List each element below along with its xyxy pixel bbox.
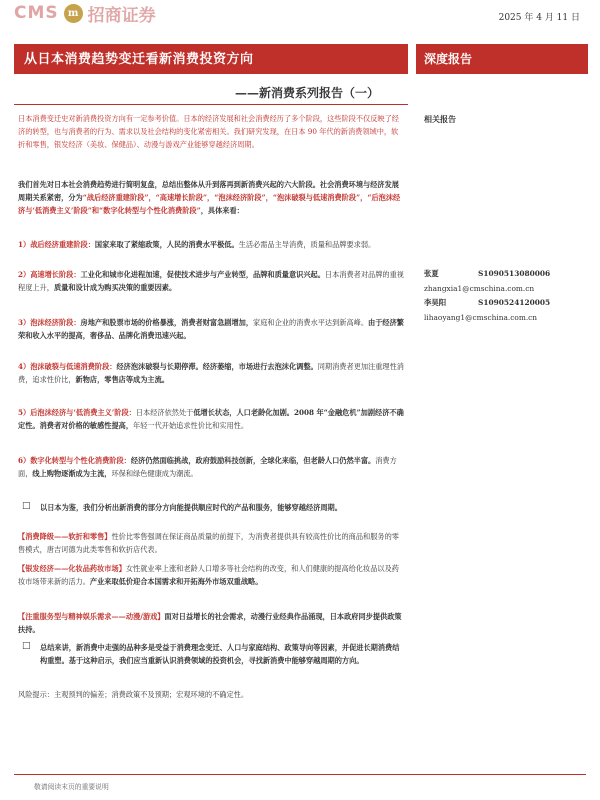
- footer-note: 敬请阅读末页的重要说明: [34, 783, 109, 791]
- analyst-1-email[interactable]: zhangxia1@cmschina.com.cn: [424, 284, 535, 293]
- stage-6-text-2: 环保和绿色健康成为潮流。: [111, 469, 198, 479]
- stage-4-bold-2: 新物店，零售店等成为主流。: [75, 375, 169, 385]
- logo: [14, 2, 156, 24]
- stage-1: [18, 238, 404, 251]
- stage-3-text: 家庭和企业的消费水平达到新高峰。: [253, 318, 369, 327]
- theme-2-head: 【银发经济——化妆品药妆市场】: [18, 564, 126, 573]
- report-date: 2025 年 4 月 11 日: [498, 13, 580, 23]
- review-text: 我们首先对日本社会消费趋势进行简明复盘，总结出整体从升到落再到新消费兴起的六大阶段。社会消费环境与经济发展周期关系紧密，分为: [18, 180, 399, 203]
- stage-4-head: 4）泡沫破裂与低速消费阶段：: [18, 362, 117, 371]
- abstract-intro: 日本消费变迁史对新消费投资方向有一定参考价值。日本的经济发展和社会消费经历了多个阶段，这些阶段不仅反映了经济的转型，也与消费者的行为、需求以及社会结构的变化紧密相关。我们研究发现，在日本 90 年代的新消费领域中，软折和零售，银发经济（美妆、保健品）、动漫与游戏产业能够穿越经济周期。: [18, 114, 399, 150]
- bullet-icon: □: [22, 641, 31, 651]
- stage-6-bold: 经济仍然面临挑战，政府鼓励科技创新，全球化来临，但老龄人口仍然半富。: [130, 456, 376, 465]
- stage-3: [18, 316, 404, 342]
- theme-3-head: 【注重服务型与精神娱乐需求——动漫/游戏】: [18, 612, 165, 621]
- stage-5-text-2: 年轻一代开始追求性价比和实用性。: [133, 421, 249, 431]
- stage-5: [18, 406, 404, 432]
- analyst-name: 李昊阳: [424, 298, 447, 307]
- bullet-1: 以日本为鉴，我们分析出新消费的部分方向能提供顺应时代的产品和服务，能够穿越经济周期。: [40, 503, 342, 512]
- stage-1-text: 生活必需品主导消费，质量和品牌要求弱。: [238, 240, 376, 249]
- stage-4-text: 同期消费者更加注重理性消费，追求性价比，: [18, 362, 404, 385]
- stage-3-bold-2: 由于经济繁荣和收入水平的提高，奢侈品、品牌化消费迅速兴起。: [18, 318, 404, 341]
- analyst-2-email[interactable]: lihaoyang1@cmschina.com.cn: [424, 313, 538, 322]
- risk-warning: 风险提示：主观预判的偏差；消费政策不及预期；宏观环境的不确定性。: [18, 690, 249, 699]
- stage-2-bold: 工业化和城市化进程加速，促使技术进步与产业转型，品牌和质量意识兴起。: [80, 270, 325, 279]
- analyst-1: [424, 268, 550, 279]
- stage-3-head: 3）泡沫经济阶段：: [18, 318, 81, 327]
- stage-2-bold-2: 质量和设计成为购买决策的重要因素。: [53, 283, 177, 293]
- theme-1: [18, 530, 404, 556]
- analyst-name: 张夏: [424, 269, 439, 278]
- stage-6-text: 消费方面，: [18, 456, 397, 479]
- stage-1-head: 1）战后经济重建阶段：: [18, 240, 95, 249]
- page-subtitle: ——新消费系列报告（一）: [235, 86, 380, 100]
- abstract-review: [18, 178, 404, 218]
- analyst-cert: S1090524120005: [478, 298, 551, 307]
- theme-1-head: 【消费降级——软折和零售】: [18, 532, 112, 541]
- logo-cn: 招商证券: [87, 5, 156, 26]
- stage-5-bold: 低增长状态，人口老龄化加剧。2008 年“金融危机”加剧经济不确定性。消费者对价格的敏感性提高，: [18, 408, 404, 431]
- stage-6: [18, 454, 404, 480]
- stage-6-head: 6）数字化转型与个性化消费阶段：: [18, 456, 131, 465]
- stage-2-text: 日本消费者对品牌的重视程度上升，: [18, 270, 404, 293]
- stage-4-bold: 经济泡沫破裂与长期停滞。经济萎缩，市场进行去泡沫化调整。: [116, 362, 318, 371]
- stage-5-head: 5）后泡沫经济与‘低消费主义’阶段：: [18, 408, 136, 417]
- stage-6-bold-2: 线上购物逐渐成为主流，: [32, 469, 112, 479]
- theme-3-bold: 面对日益增长的社会需求，动漫行业经典作品涌现，日本政府同步提供政策扶持。: [18, 612, 402, 635]
- logo-en: CMS: [14, 3, 59, 23]
- related-reports-label: 相关报告: [424, 114, 456, 124]
- bullet-icon: □: [22, 501, 31, 511]
- stage-1-bold: 国家来取了紧缩政策，人民的消费水平极低。: [94, 240, 239, 249]
- stage-5-text: 日本经济依然处于: [135, 408, 194, 417]
- theme-1-text: 性价比零售强调在保证商品质量的前提下，为消费者提供具有较高性价比的商品和服务的零售模式，唐吉诃德为此类零售和软折店代表。: [18, 532, 399, 555]
- report-type: 深度报告: [424, 52, 473, 66]
- page-title: 从日本消费趋势变迁看新消费投资方向: [24, 52, 254, 67]
- stage-2: [18, 268, 404, 294]
- theme-2-bold: 产业来取低价迎合本国需求和开拓海外市场双重战略。: [89, 577, 263, 587]
- logo-seal-icon: m: [64, 4, 83, 23]
- bullet-2: 总结来讲，新消费中走强的品种多是受益于消费理念变迁、人口与家庭结构、政策导向等因素，并促进长期消费结构重塑。基于这种启示，我们应当重新认识消费领域的投资机会，寻找新消费中能够穿越周期的方向。: [40, 643, 400, 666]
- review-stages: “战后经济重建阶段”，“高速增长阶段”，“泡沫经济阶段”，“泡沫破裂与低速消费阶段”，“后泡沫经济与‘低消费主义’阶段”和“数字化转型与个性化消费阶段”: [18, 193, 401, 216]
- stage-3-bold: 房地产和股票市场的价格暴涨，消费者财富急剧增加，: [80, 318, 254, 327]
- theme-3: [18, 610, 404, 636]
- review-text-end: ，具体来看：: [200, 206, 244, 216]
- analyst-cert: S1090513080006: [478, 269, 551, 278]
- footer-divider: [14, 774, 586, 775]
- title-divider: [14, 104, 408, 105]
- theme-2-text: 女性就业率上涨和老龄人口增多等社会结构的改变，和人们健康的提高给化妆品以及药妆市场带来新的活力。: [18, 564, 399, 587]
- stage-2-head: 2）高速增长阶段：: [18, 270, 81, 279]
- theme-2: [18, 562, 404, 588]
- stage-4: [18, 360, 404, 386]
- analyst-2: [424, 297, 550, 308]
